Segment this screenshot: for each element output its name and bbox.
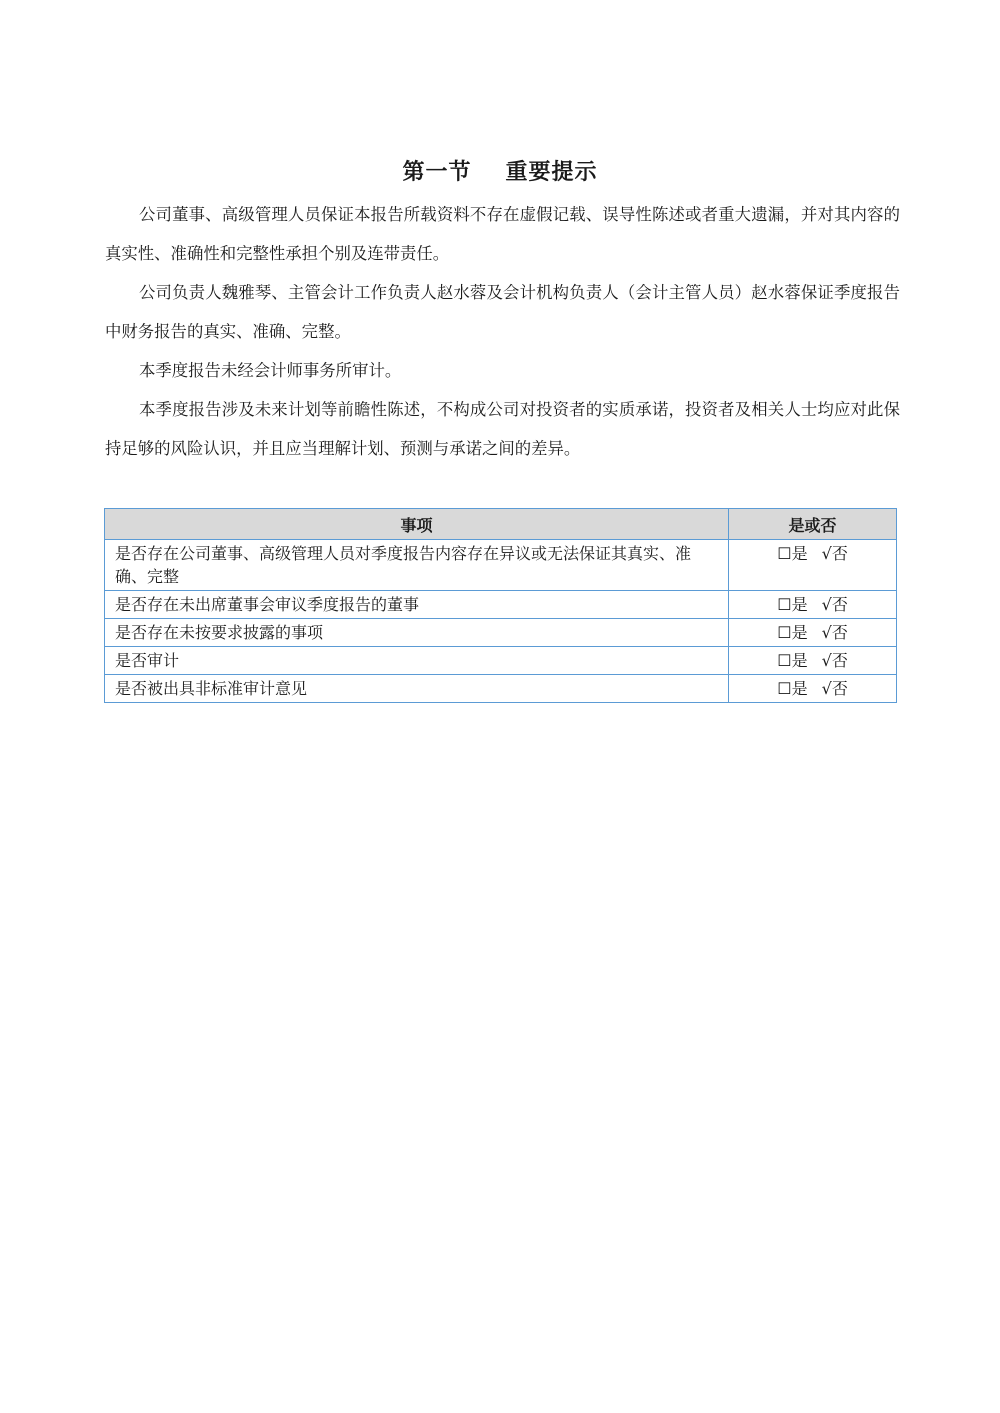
option-no-checkmark: √否 xyxy=(821,623,848,642)
row-choice xyxy=(729,540,897,591)
paragraph-responsibility: 公司董事、高级管理人员保证本报告所载资料不存在虚假记载、误导性陈述或者重大遗漏，并对其内容的真实性、准确性和完整性承担个别及连带责任。 xyxy=(105,205,900,263)
row-choice xyxy=(729,675,897,703)
paragraph-audit-status: 本季度报告未经会计师事务所审计。 xyxy=(139,361,402,380)
row-item: 是否存在未出席董事会审议季度报告的董事 xyxy=(105,591,729,619)
table-row xyxy=(105,619,897,647)
section-title xyxy=(0,155,1000,186)
option-yes-checkbox: ☐是 xyxy=(777,623,808,642)
table-row xyxy=(105,647,897,675)
option-yes-checkbox: ☐是 xyxy=(777,679,808,698)
row-item: 是否被出具非标准审计意见 xyxy=(105,675,729,703)
row-choice xyxy=(729,647,897,675)
option-no-checkmark: √否 xyxy=(821,679,848,698)
option-yes-checkbox: ☐是 xyxy=(777,544,808,563)
paragraph-financial-guarantee: 公司负责人魏雅琴、主管会计工作负责人赵水蓉及会计机构负责人（会计主管人员）赵水蓉保证季度报告中财务报告的真实、准确、完整。 xyxy=(105,283,900,341)
option-yes-checkbox: ☐是 xyxy=(777,595,808,614)
table-row xyxy=(105,540,897,591)
option-no-checkmark: √否 xyxy=(821,651,848,670)
notice-table xyxy=(104,508,897,703)
section-heading: 重要提示 xyxy=(505,159,598,185)
paragraph-forward-looking: 本季度报告涉及未来计划等前瞻性陈述，不构成公司对投资者的实质承诺，投资者及相关人士均应对此保持足够的风险认识，并且应当理解计划、预测与承诺之间的差异。 xyxy=(105,400,900,458)
option-no-checkmark: √否 xyxy=(821,544,848,563)
option-no-checkmark: √否 xyxy=(821,595,848,614)
header-item: 事项 xyxy=(105,509,729,540)
table-row xyxy=(105,675,897,703)
option-yes-checkbox: ☐是 xyxy=(777,651,808,670)
table-header-row xyxy=(105,509,897,540)
notice-paragraphs xyxy=(105,195,900,468)
row-item: 是否存在未按要求披露的事项 xyxy=(105,619,729,647)
row-item: 是否存在公司董事、高级管理人员对季度报告内容存在异议或无法保证其真实、准确、完整 xyxy=(105,540,729,591)
table-row xyxy=(105,591,897,619)
header-yes-no: 是或否 xyxy=(729,509,897,540)
row-item: 是否审计 xyxy=(105,647,729,675)
section-number: 第一节 xyxy=(402,159,472,185)
row-choice xyxy=(729,619,897,647)
row-choice xyxy=(729,591,897,619)
